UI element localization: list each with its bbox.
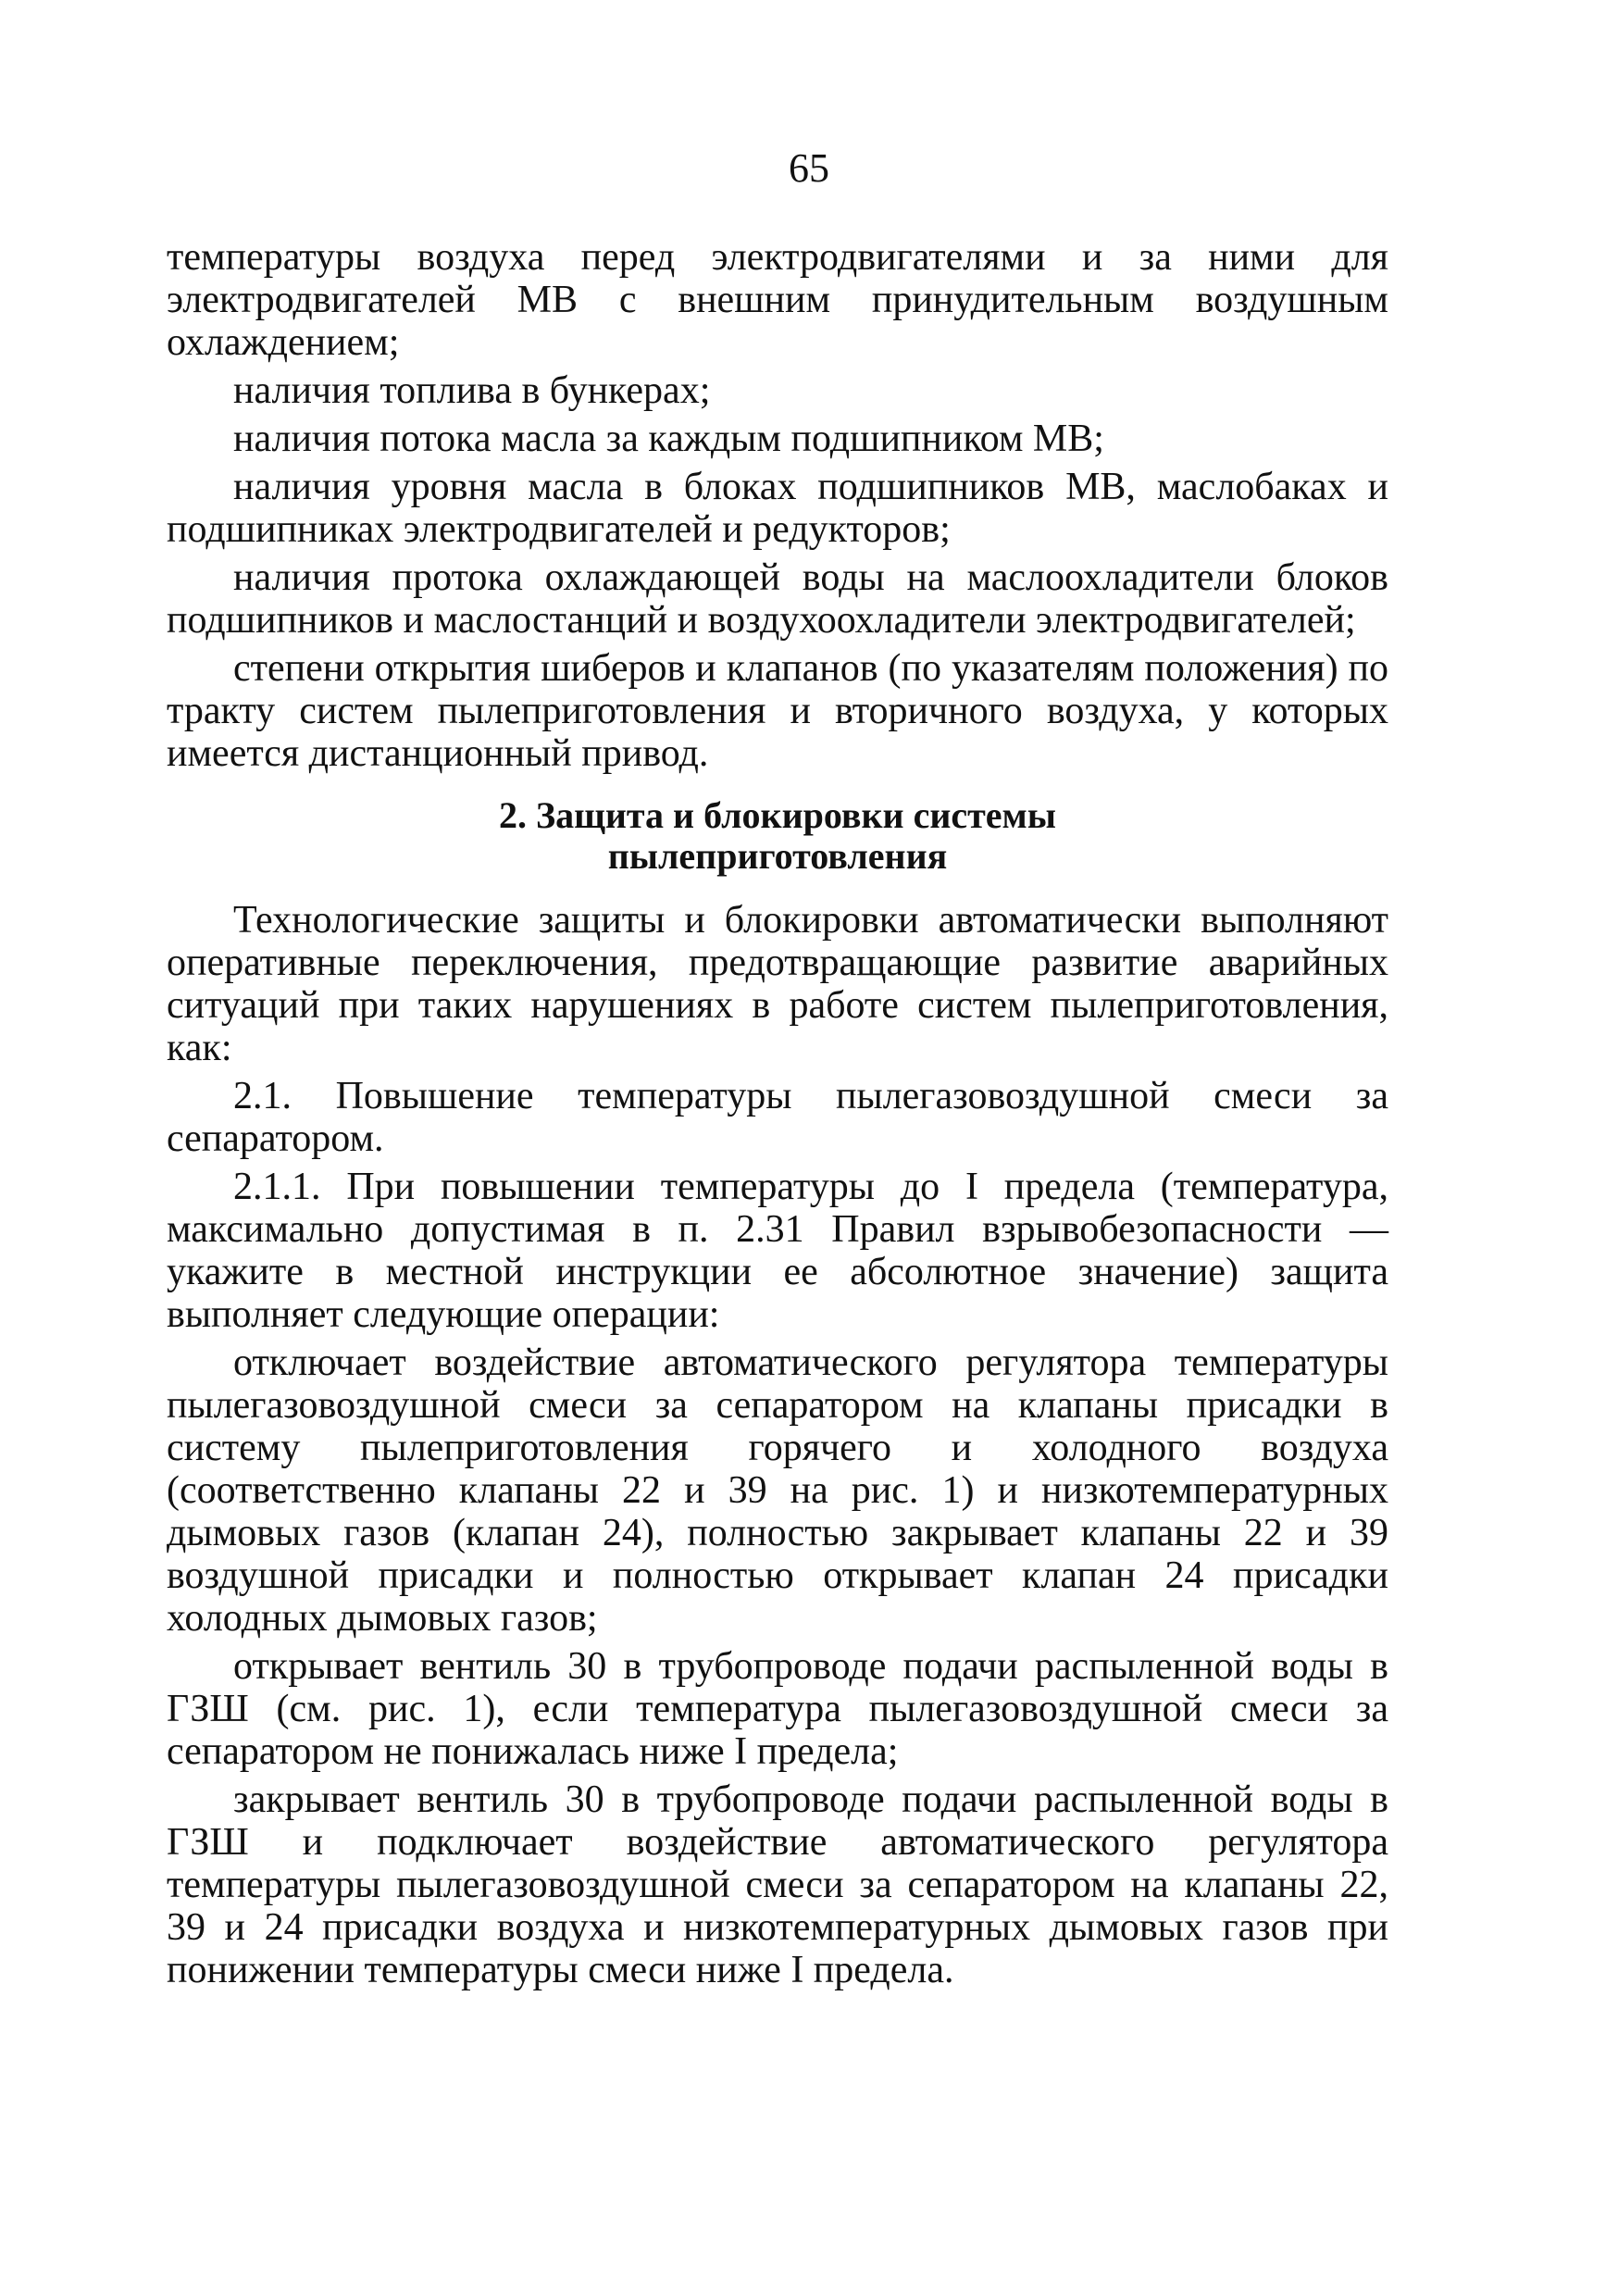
paragraph: наличия топлива в бункерах; (233, 369, 711, 412)
section-heading-line: 2. Защита и блокировки системы (498, 794, 1057, 836)
paragraph: наличия уровня масла в блоках подшипников МВ, маслобаках и подшипниках электродвигателей и редукторов; (167, 466, 1388, 551)
section-heading (167, 795, 1388, 877)
paragraph: закрывает вентиль 30 в трубопроводе подачи распыленной воды в ГЗШ и подключает воздействие автоматического регулятора температуры пылегазовоздушной смеси за сепаратором на клапаны 22, 39 и 24 присадки воздуха и низкотемпературных дымовых газов при понижении температуры смеси ниже I предела. (167, 1778, 1388, 1991)
paragraph: наличия протока охлаждающей воды на маслоохладители блоков подшипников и маслостанций и воздухоохладители электродвигателей; (167, 556, 1388, 642)
paragraph: степени открытия шиберов и клапанов (по указателям положения) по тракту систем пылеприготовления и вторичного воздуха, у которых имеется дистанционный привод. (167, 647, 1388, 775)
paragraph: Технологические защиты и блокировки автоматически выполняют оперативные переключения, предотвращающие развитие аварийных ситуаций при таких нарушениях в работе систем пылеприготовления, как: (167, 899, 1388, 1069)
paragraph: 2.1.1. При повышении температуры до I предела (температура, максимально допустимая в п. 2.31 Правил взрывобезопасности — укажите в местной инструкции ее абсолютное значение) защита выполняет следующие операции: (167, 1166, 1388, 1336)
paragraph: температуры воздуха перед электродвигателями и за ними для электродвигателей МВ с внешним принудительным воздушным охлаждением; (167, 236, 1388, 364)
paragraph: открывает вентиль 30 в трубопроводе подачи распыленной воды в ГЗШ (см. рис. 1), если температура пылегазовоздушной смеси за сепаратором не понижалась ниже I предела; (167, 1645, 1388, 1773)
page-number: 65 (789, 145, 829, 191)
page-content (167, 236, 1388, 1997)
paragraph: отключает воздействие автоматического регулятора температуры пылегазовоздушной смеси за сепаратором на клапаны присадки в систему пылеприготовления горячего и холодного воздуха (соответственно клапаны 22 и 39 на рис. 1) и низкотемпературных дымовых газов (клапан 24), полностью закрывает клапаны 22 и 39 воздушной присадки и полностью открывает клапан 24 присадки холодных дымовых газов; (167, 1341, 1388, 1640)
paragraph: наличия потока масла за каждым подшипником МВ; (233, 418, 1104, 460)
section-heading-line: пылеприготовления (607, 835, 948, 877)
paragraph: 2.1. Повышение температуры пылегазовоздушной смеси за сепаратором. (167, 1075, 1388, 1160)
